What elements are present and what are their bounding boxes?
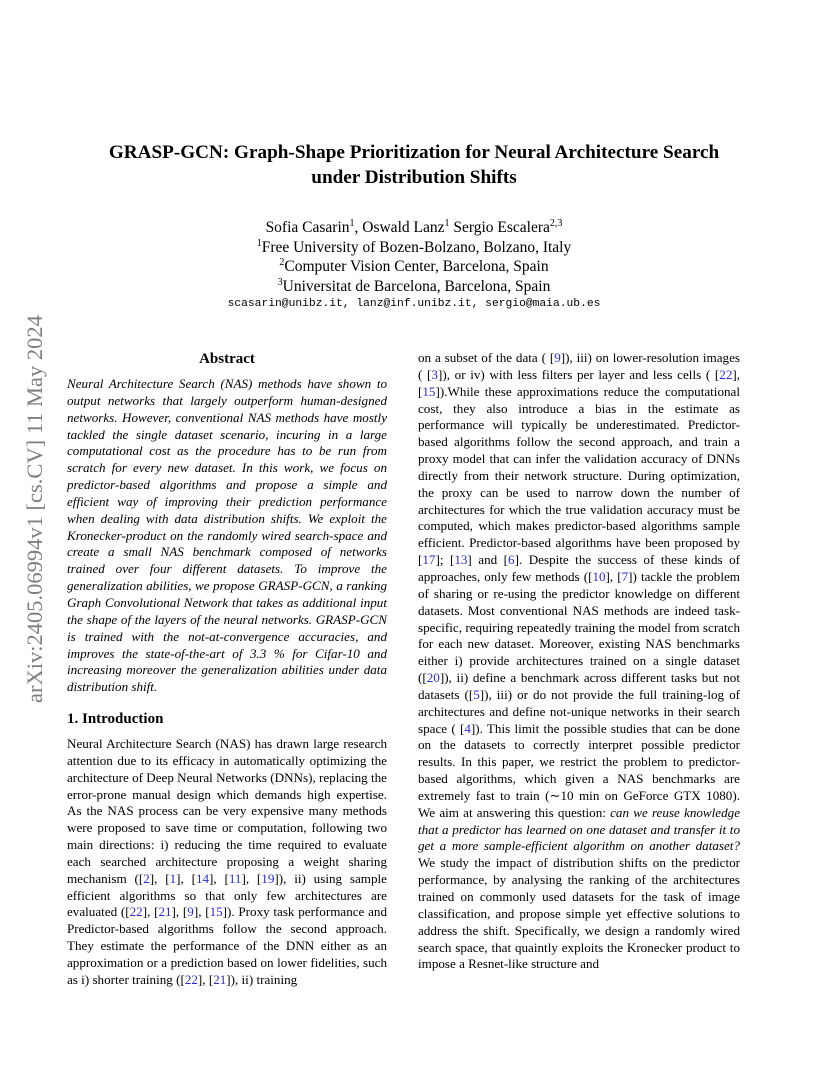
arxiv-identifier: arXiv:2405.06994v1 [cs.CV] 11 May 2024 xyxy=(22,315,47,703)
citation-link[interactable]: 22 xyxy=(719,366,733,382)
affiliation-marker: 1 xyxy=(256,237,262,249)
introduction-paragraph: Neural Architecture Search (NAS) has drawn large research attention due to its efficacy in automatically optimizing the architecture of Deep Neural Networks (DNNs), replacing the error-prone manual design which demands high expertise. As the NAS process can be very expensive many methods were proposed to save time or computation, following two main directions: i) reducing the time required to evaluate each searched architecture proposing a weight sharing mechanism ([2], [1], [14], [11], [19]), ii) using sample efficient algorithms so that only few architectures are evaluated ([22], [21], [9], [15]). Proxy task performance and Predictor-based algorithms follow the second approach. They estimate the performance of the DNN either as an approximation or a prediction based on lower fidelities, such as i) shorter training ([22], [21]), ii) training xyxy=(67,736,387,987)
author-name: Sergio Escalera xyxy=(449,219,550,236)
citation-link[interactable]: 1 xyxy=(169,870,177,886)
affiliation-marker: 3 xyxy=(277,276,283,288)
left-column xyxy=(67,350,387,989)
author-name: , Oswald Lanz xyxy=(354,219,445,236)
abstract-heading: Abstract xyxy=(199,351,255,367)
citation-link[interactable]: 13 xyxy=(454,552,468,568)
citation-link[interactable]: 19 xyxy=(261,870,275,886)
citation-link[interactable]: 21 xyxy=(213,971,227,987)
citation-link[interactable]: 20 xyxy=(426,670,440,686)
affiliation-text: Free University of Bozen-Bolzano, Bolzano, Italy xyxy=(261,238,572,256)
author-names xyxy=(60,218,768,238)
citation-link[interactable]: 3 xyxy=(431,366,438,382)
affiliation-text: Universitat de Barcelona, Barcelona, Spain xyxy=(282,277,551,295)
affiliation xyxy=(60,277,768,297)
paper-title xyxy=(60,141,768,190)
citation-link[interactable]: 2 xyxy=(143,870,150,886)
research-question: can we reuse knowledge that a predictor has learned on one dataset and transfer it to get a more sample-efficient algorithm on another dataset? xyxy=(418,804,741,854)
author-name: Sofia Casarin xyxy=(265,219,350,236)
citation-link[interactable]: 9 xyxy=(554,350,561,365)
citation-link[interactable]: 14 xyxy=(195,870,210,886)
citation-link[interactable]: 21 xyxy=(158,904,172,920)
citation-link[interactable]: 6 xyxy=(508,552,515,568)
citation-link[interactable]: 15 xyxy=(209,904,223,920)
citation-link[interactable]: 22 xyxy=(129,904,143,920)
title-line-2: under Distribution Shifts xyxy=(311,166,517,188)
affiliation-marker: 2 xyxy=(279,256,285,268)
introduction-continued-paragraph: on a subset of the data ( [9]), iii) on lower-resolution images ( [3]), or iv) with less filters per layer and less cells ( [22], [15]).While these approximations reduce the computational cost, they also introduce a bias in the estimate as performance will typically be underestimated. Predictor-based algorithms follow the second approach, and train a proxy model that can infer the validation accuracy of DNNs directly from their network structure. During optimization, the proxy can be used to narrow down the number of architectures for which the true validation accuracy must be computed, which makes predictor-based algorithms sample efficient. Predictor-based algorithms have been proposed by [17]; [13] and [6]. Despite the success of these kinds of approaches, only few methods ([10], [7]) tackle the problem of sharing or re-using the predictor knowledge on different datasets. Most conventional NAS methods are indeed task-specific, requiring repeatedly training the model from scratch for each new dataset. Moreover, existing NAS benchmarks either i) provide architectures trained on a single dataset ([20]), ii) define a benchmark across different tasks but not datasets ([5]), iii) or do not provide the full training-log of architectures and define not-unique networks in their search space ( [4]). This limit the possible studies that can be done on the datasets to correctly interpret possible predictor results. In this paper, we restrict the problem to predictor-based algorithms, which given a NAS benchmarks are extremely fast to train (∼10 min on GeForce GTX 1080). We aim at answering this question: can we reuse knowledge that a predictor has learned on one dataset and transfer it to get a more sample-efficient algorithm on another dataset? We study the impact of distribution shifts on the predictor performance, by analysing the ranking of the architectures trained on commonly used datasets for the task of image classification, and propose simple yet effective solutions to address the shift. Specifically, we design a randomly wired search space, that quaintly exploits the Kronecker product to impose a Resnet-like structure and xyxy=(418,350,741,972)
affiliation-text: Computer Vision Center, Barcelona, Spain xyxy=(284,258,549,275)
citation-link[interactable]: 15 xyxy=(422,383,436,399)
citation-link[interactable]: 5 xyxy=(473,686,480,702)
introduction-heading: 1. Introduction xyxy=(67,711,164,728)
citation-link[interactable]: 9 xyxy=(187,904,194,920)
citation-link[interactable]: 11 xyxy=(228,870,242,886)
right-column xyxy=(418,350,740,973)
affiliation xyxy=(60,238,768,258)
affiliation-marker: 2,3 xyxy=(549,217,563,229)
citation-link[interactable]: 22 xyxy=(184,971,198,987)
affiliation-marker: 1 xyxy=(444,217,450,229)
citation-link[interactable]: 10 xyxy=(592,568,606,584)
affiliation-marker: 1 xyxy=(349,217,355,229)
citation-link[interactable]: 17 xyxy=(422,552,436,568)
citation-link[interactable]: 4 xyxy=(464,720,471,736)
abstract-text: Neural Architecture Search (NAS) methods have shown to output networks that largely outperform human-designed networks. However, conventional NAS methods have mostly tackled the single dataset scenario, incuring in a large computational cost as the procedure has to be run from scratch for every new dataset. In this work, we focus on predictor-based algorithms and propose a simple and efficient way of improving their prediction performance when dealing with data distribution shifts. We exploit the Kronecker-product on the randomly wired search-space and create a small NAS benchmark composed of networks trained over four different datasets. To improve the generalization abilities, we propose GRASP-GCN, a ranking Graph Convolutional Network that takes as additional input the shape of the layers of the neural networks. GRASP-GCN is trained with the not-at-convergence accuracies, and improves the state-of-the-art of 3.3 % for Cifar-10 and increasing moreover the generalization abilities under data distribution shift. xyxy=(67,376,387,695)
citation-link[interactable]: 7 xyxy=(621,568,629,584)
author-emails: scasarin@unibz.it, lanz@inf.unibz.it, sergio@maia.ub.es xyxy=(227,298,601,310)
title-line-1: GRASP-GCN: Graph-Shape Prioritization for Neural Architecture Search xyxy=(108,142,720,163)
author-block xyxy=(60,218,768,296)
affiliation xyxy=(60,257,768,277)
